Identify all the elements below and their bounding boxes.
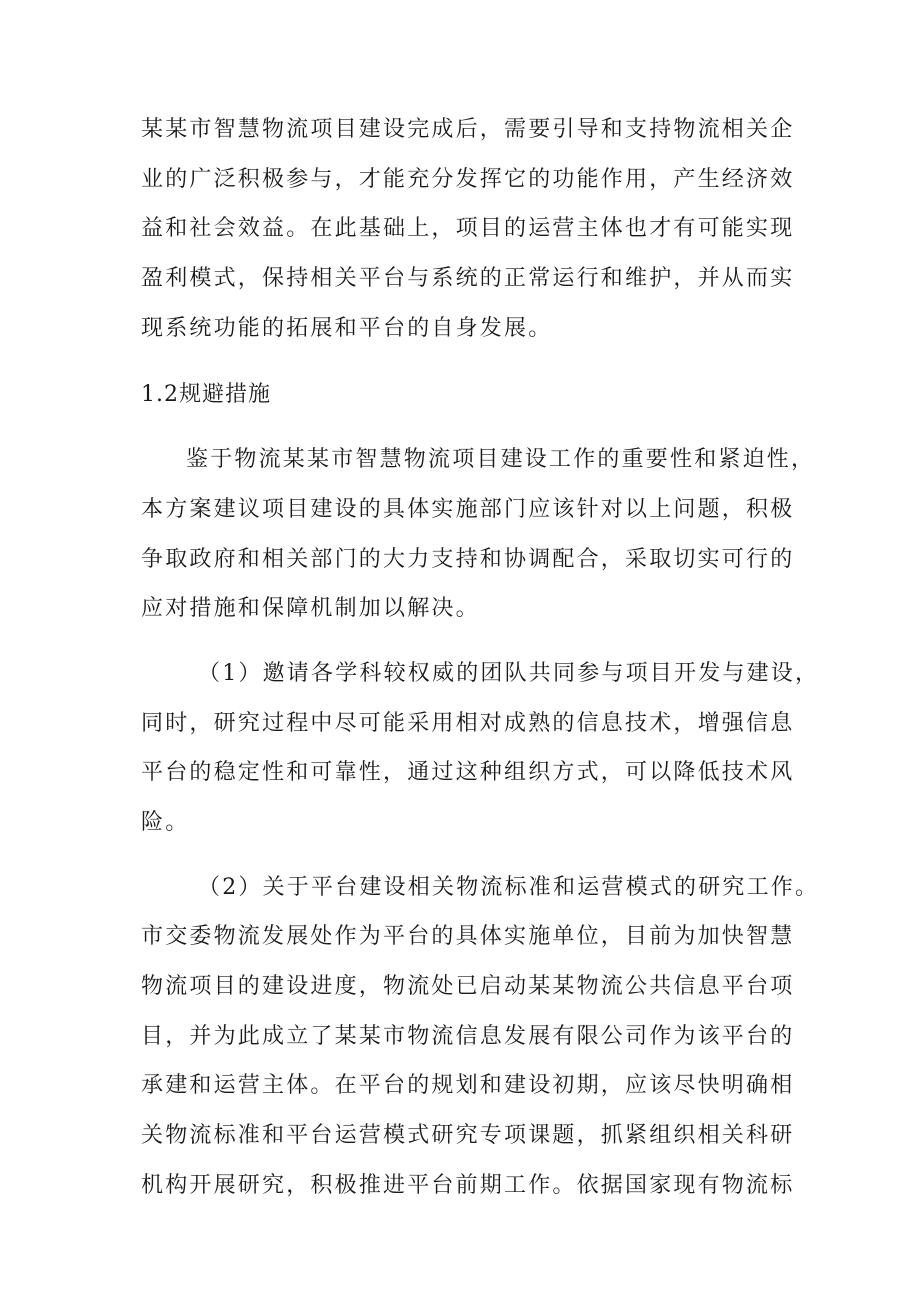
paragraph-3-line-2: 同时，研究过程中尽可能采用相对成熟的信息技术，增强信息 — [141, 711, 795, 736]
paragraph-3-line-1: （1）邀请各学科较权威的团队共同参与项目开发与建设， — [198, 661, 820, 686]
section-heading: 1.2规避措施 — [141, 382, 271, 407]
paragraph-1-line-3: 益和社会效益。在此基础上，项目的运营主体也才有可能实现 — [141, 216, 795, 241]
paragraph-1-line-1: 某某市智慧物流项目建设完成后，需要引导和支持物流相关企 — [141, 117, 795, 142]
paragraph-4-line-3: 物流项目的建设进度，物流处已启动某某物流公共信息平台项 — [141, 974, 795, 999]
paragraph-4-line-5: 承建和运营主体。在平台的规划和建设初期，应该尽快明确相 — [141, 1073, 795, 1098]
paragraph-1-line-5: 现系统功能的拓展和平台的自身发展。 — [141, 316, 553, 341]
paragraph-3-line-3: 平台的稳定性和可靠性，通过这种组织方式，可以降低技术风 — [141, 760, 795, 785]
paragraph-4-line-4: 目，并为此成立了某某市物流信息发展有限公司作为该平台的 — [141, 1024, 795, 1049]
paragraph-4-line-6: 关物流标准和平台运营模式研究专项课题，抓紧组织相关科研 — [141, 1123, 795, 1148]
paragraph-4-line-7: 机构开展研究，积极推进平台前期工作。依据国家现有物流标 — [141, 1173, 795, 1198]
paragraph-2-line-2: 本方案建议项目建设的具体实施部门应该针对以上问题，积极 — [141, 497, 795, 522]
paragraph-2-line-1: 鉴于物流某某市智慧物流项目建设工作的重要性和紧迫性， — [186, 447, 816, 472]
paragraph-1-line-2: 业的广泛积极参与，才能充分发挥它的功能作用，产生经济效 — [141, 167, 795, 192]
paragraph-2-line-4: 应对措施和保障机制加以解决。 — [141, 596, 480, 621]
paragraph-3-line-4: 险。 — [141, 810, 190, 835]
paragraph-1-line-4: 盈利模式，保持相关平台与系统的正常运行和维护，并从而实 — [141, 266, 795, 291]
paragraph-2-line-3: 争取政府和相关部门的大力支持和协调配合，采取切实可行的 — [141, 547, 795, 572]
paragraph-4-line-1: （2）关于平台建设相关物流标准和运营模式的研究工作。 — [198, 875, 820, 900]
paragraph-4-line-2: 市交委物流发展处作为平台的具体实施单位，目前为加快智慧 — [141, 924, 795, 949]
